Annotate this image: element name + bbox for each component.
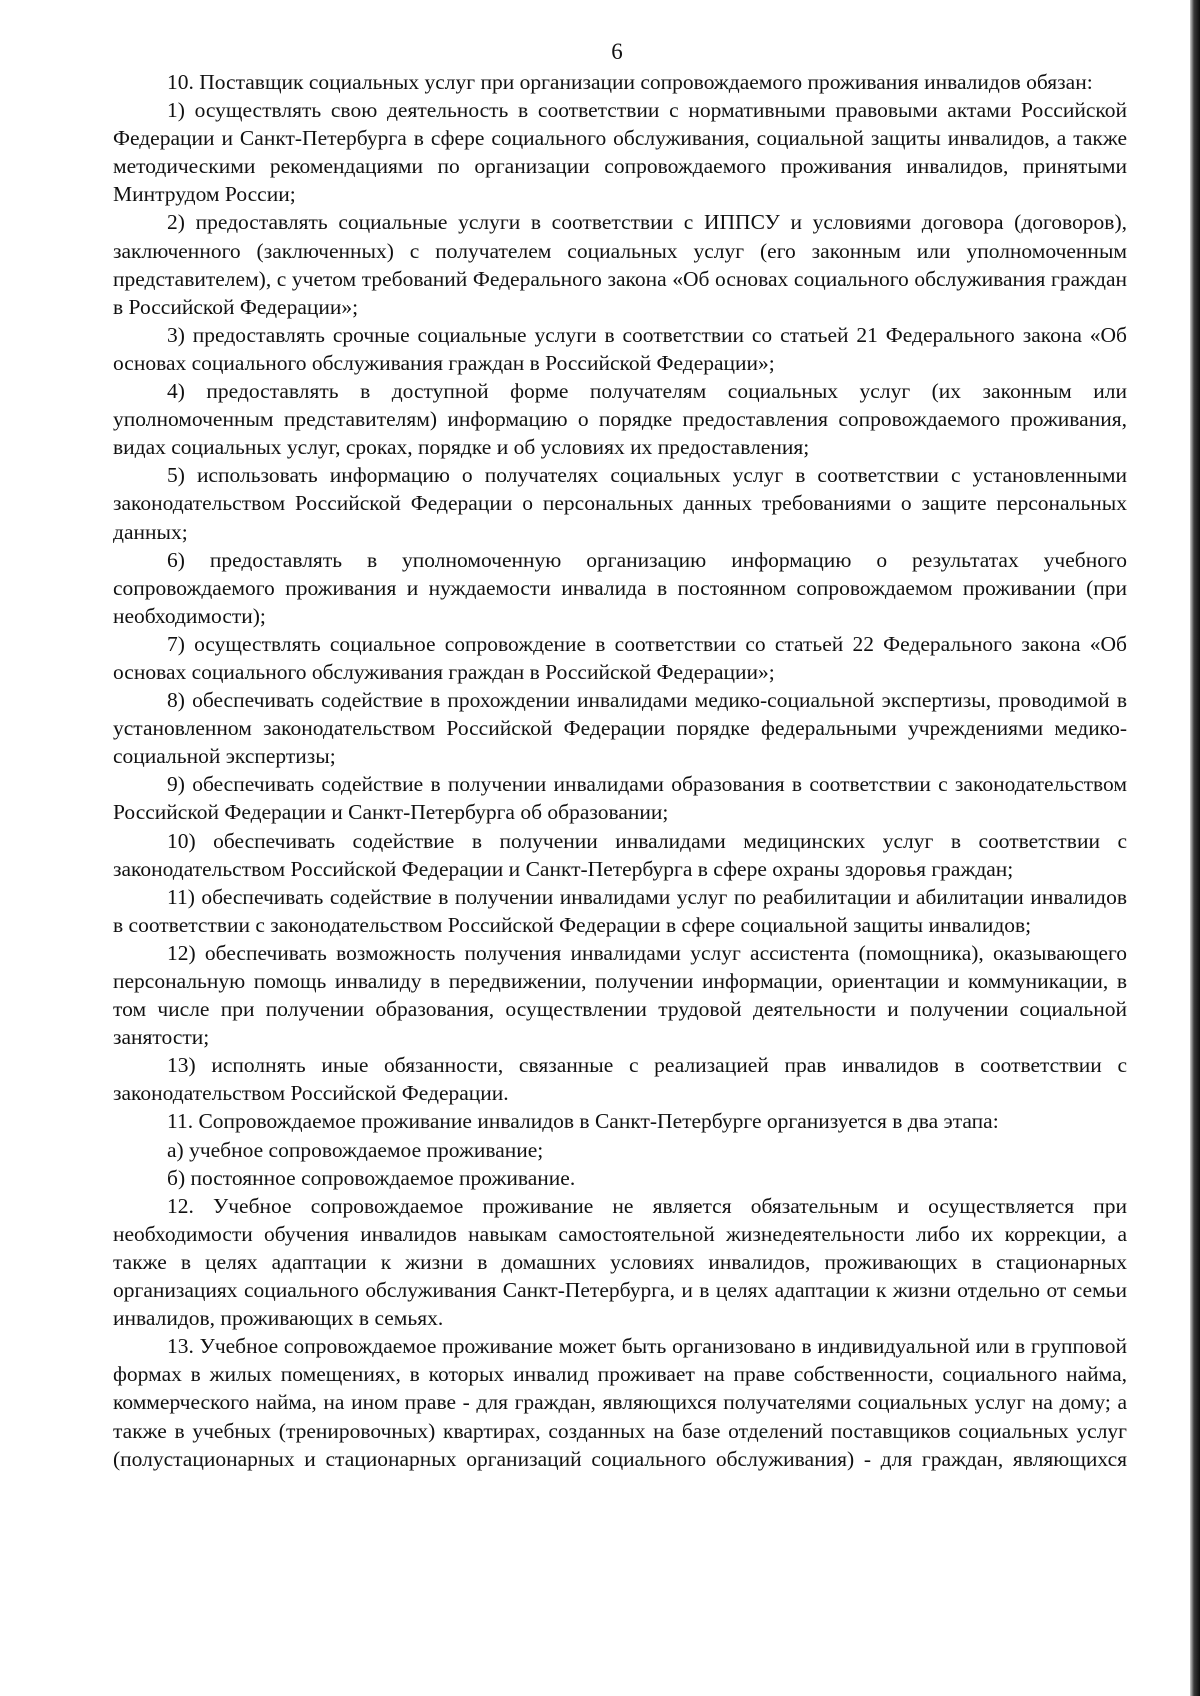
list-item-8: 8) обеспечивать содействие в прохождении инвалидами медико-социальной экспертизы, проводимой в установленном законодательством Российской Федерации порядке федеральными учреждениями медико-социальной экспертизы; xyxy=(113,688,1127,769)
paragraph-13: 13. Учебное сопровождаемое проживание может быть организовано в индивидуальной или в групповой формах в жилых помещениях, в которых инвалид проживает на праве собственности, социального найма, коммерческого найма, на ином праве - для граждан, являющихся получателями социальных услуг на дому; а также в учебных (тренировочных) квартирах, созданных на базе отделений поставщиков социальных услуг (полустационарных и стационарных организаций социального обслуживания) - для граждан, являющихся xyxy=(113,1334,1127,1471)
paragraph-11: 11. Сопровождаемое проживание инвалидов в Санкт-Петербурге организуется в два этапа: xyxy=(167,1109,999,1134)
list-item-2: 2) предоставлять социальные услуги в соответствии с ИППСУ и условиями договора (договоров), заключенного (заключенных) с получателем социальных услуг (его законным или уполномоченным представителем), с учетом требований Федерального закона «Об основах социального обслуживания граждан в Российской Федерации»; xyxy=(113,210,1127,319)
list-item-11: 11) обеспечивать содействие в получении инвалидами услуг по реабилитации и абилитации инвалидов в соответствии с законодательством Российской Федерации в сфере социальной защиты инвалидов; xyxy=(113,884,1127,937)
list-item-1: 1) осуществлять свою деятельность в соответствии с нормативными правовыми актами Российской Федерации и Санкт-Петербурга в сфере социального обслуживания, социальной защиты инвалидов, а также методическими рекомендациями по организации сопровождаемого проживания инвалидов, принятыми Минтрудом России; xyxy=(113,98,1127,207)
document-body xyxy=(113,68,1127,1473)
list-item-7: 7) осуществлять социальное сопровождение в соответствии со статьей 22 Федерального закона «Об основах социального обслуживания граждан в Российской Федерации»; xyxy=(113,631,1127,684)
list-item-9: 9) обеспечивать содействие в получении инвалидами образования в соответствии с законодательством Российской Федерации и Санкт-Петербурга об образовании; xyxy=(113,772,1127,825)
page-number: 6 xyxy=(611,39,623,64)
list-item-12: 12) обеспечивать возможность получения инвалидами услуг ассистента (помощника), оказывающего персональную помощь инвалиду в передвижении, получении информации, ориентации и коммуникации, в том числе при получении образования, осуществлении трудовой деятельности и получении социальной занятости; xyxy=(113,940,1127,1050)
paragraph-12: 12. Учебное сопровождаемое проживание не является обязательным и осуществляется при необходимости обучения инвалидов навыкам самостоятельной жизнедеятельности либо их коррекции, а также в целях адаптации к жизни в домашних условиях инвалидов, проживающих в стационарных организациях социального обслуживания Санкт-Петербурга, и в целях адаптации к жизни отдельно от семьи инвалидов, проживающих в семьях. xyxy=(113,1193,1127,1331)
paragraph-10: 10. Поставщик социальных услуг при организации сопровождаемого проживания инвалидов обязан: xyxy=(167,70,1093,94)
list-item-13: 13) исполнять иные обязанности, связанные с реализацией прав инвалидов в соответствии с законодательством Российской Федерации. xyxy=(113,1053,1127,1106)
list-item-4: 4) предоставлять в доступной форме получателям социальных услуг (их законным или уполномоченным представителям) информацию о порядке предоставления сопровождаемого проживания, видах социальных услуг, сроках, порядке и об условиях их предоставления; xyxy=(113,379,1127,460)
list-item-6: 6) предоставлять в уполномоченную организацию информацию о результатах учебного сопровождаемого проживания и нуждаемости инвалида в постоянном сопровождаемом проживании (при необходимости); xyxy=(113,547,1127,628)
list-item-5: 5) использовать информацию о получателях социальных услуг в соответствии с установленными законодательством Российской Федерации о персональных данных требованиями о защите персональных данных; xyxy=(113,463,1127,544)
list-item-10: 10) обеспечивать содействие в получении инвалидами медицинских услуг в соответствии с законодательством Российской Федерации и Санкт-Петербурга в сфере охраны здоровья граждан; xyxy=(113,828,1127,881)
list-item-a: а) учебное сопровождаемое проживание; xyxy=(167,1137,544,1162)
list-item-b: б) постоянное сопровождаемое проживание. xyxy=(167,1165,576,1190)
list-item-3: 3) предоставлять срочные социальные услуги в соответствии со статьей 21 Федерального закона «Об основах социального обслуживания граждан в Российской Федерации»; xyxy=(113,322,1127,375)
scan-edge-shadow xyxy=(1190,0,1200,1696)
